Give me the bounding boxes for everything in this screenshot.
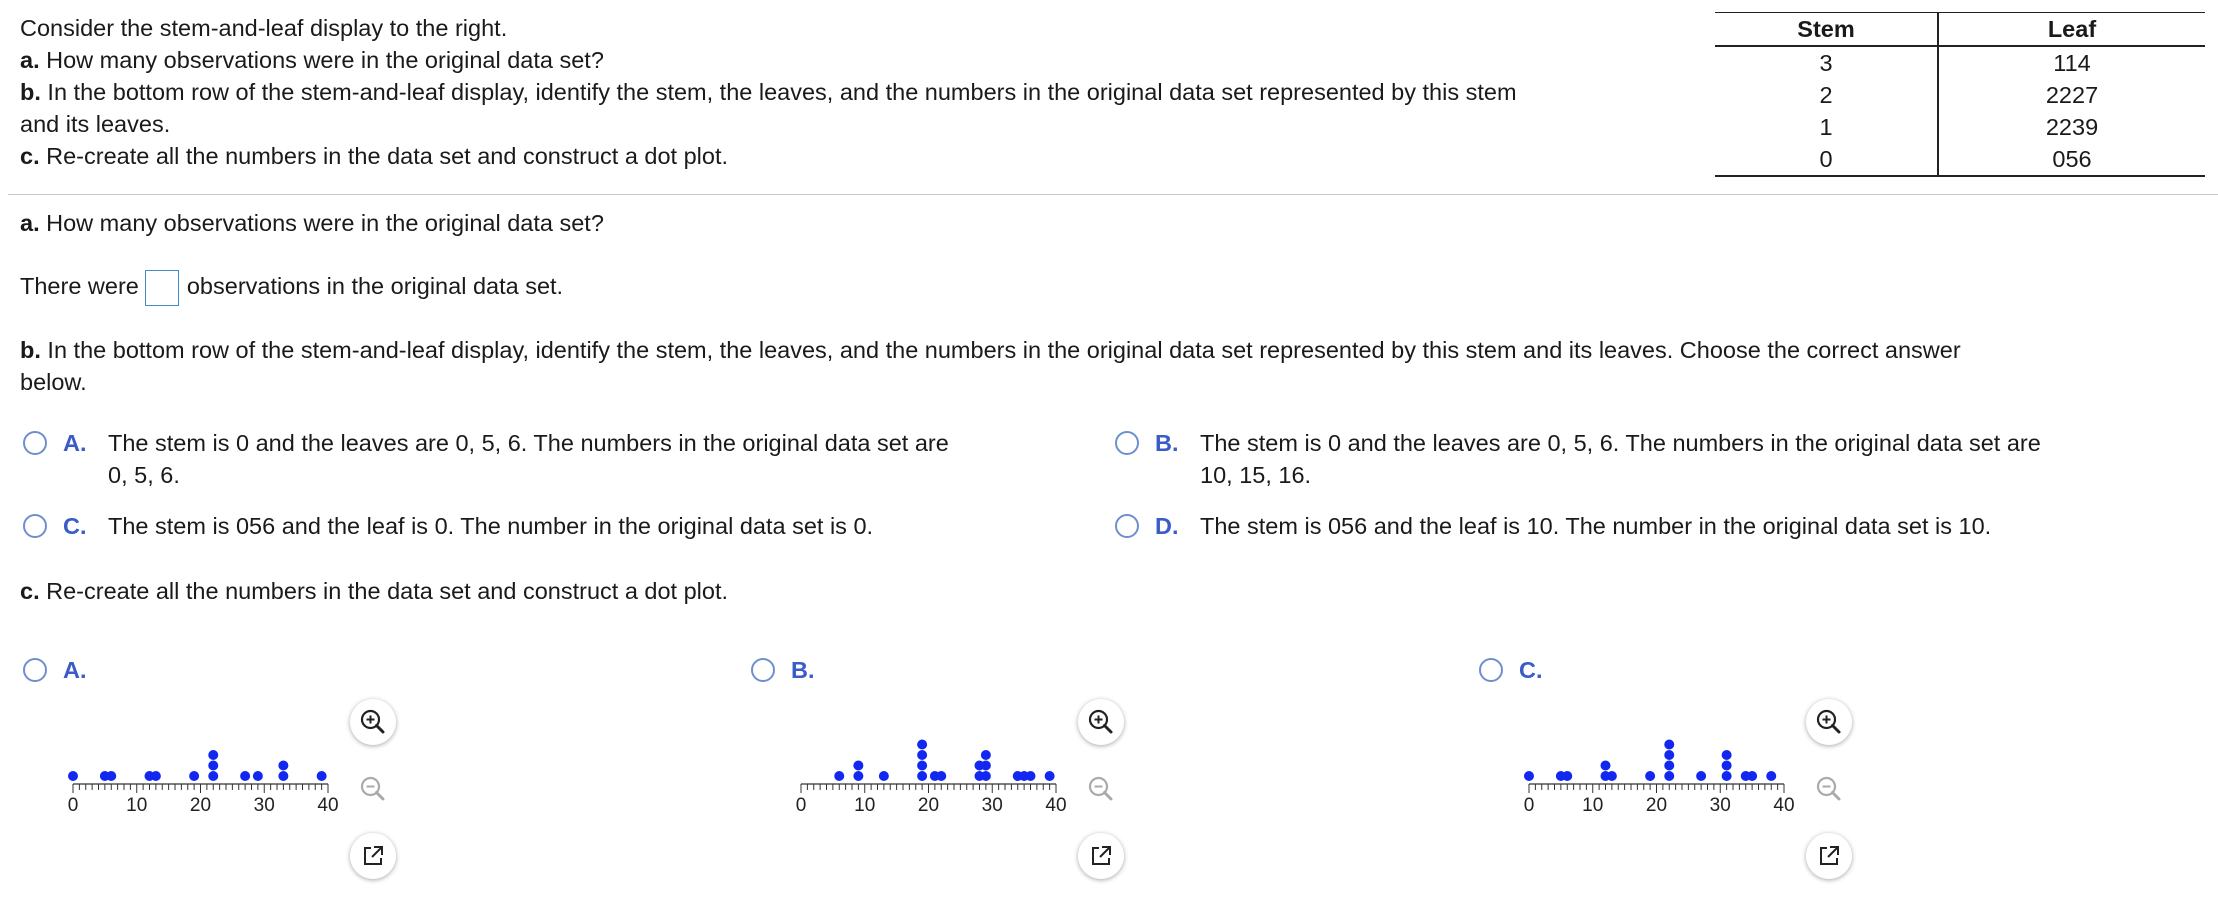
zoom-in-icon bbox=[1814, 707, 1844, 737]
intro-a-label: a. bbox=[20, 47, 40, 73]
option-text: The stem is 0 and the leaves are 0, 5, 6. The numbers in the original data set are bbox=[108, 430, 949, 456]
intro-c-label: c. bbox=[20, 143, 40, 169]
part-c-label: c. bbox=[20, 578, 40, 604]
data-point bbox=[917, 771, 927, 781]
data-point bbox=[106, 771, 116, 781]
data-point bbox=[1722, 771, 1732, 781]
tick-label: 10 bbox=[854, 795, 876, 816]
data-point bbox=[981, 771, 991, 781]
tick-label: 20 bbox=[189, 795, 212, 816]
data-point bbox=[151, 771, 161, 781]
option-letter: A. bbox=[63, 657, 87, 683]
stem-cell: 2 bbox=[1715, 79, 1938, 111]
section-divider bbox=[8, 194, 2218, 195]
intro-c-text: Re-create all the numbers in the data set and construct a dot plot. bbox=[46, 143, 729, 169]
part-a-text: How many observations were in the original data set? bbox=[46, 210, 604, 236]
intro-c bbox=[20, 140, 728, 172]
data-point bbox=[208, 771, 218, 781]
intro-a-text: How many observations were in the original data set? bbox=[46, 47, 604, 73]
external-link-icon bbox=[1088, 843, 1114, 869]
data-point bbox=[208, 750, 218, 760]
radio-b-option-c[interactable] bbox=[23, 514, 47, 538]
tick-label: 10 bbox=[126, 795, 148, 816]
intro-b-cont: and its leaves. bbox=[20, 111, 171, 137]
part-a-question bbox=[20, 207, 604, 239]
data-point bbox=[1664, 750, 1674, 760]
external-link-icon bbox=[1816, 843, 1842, 869]
tick-label: 30 bbox=[253, 795, 275, 816]
radio-b-option-d[interactable] bbox=[1115, 514, 1139, 538]
data-point bbox=[68, 771, 78, 781]
option-letter: B. bbox=[791, 657, 815, 683]
zoom-out-icon bbox=[358, 774, 388, 804]
option-text: The stem is 0 and the leaves are 0, 5, 6. The numbers in the original data set are bbox=[1200, 430, 2041, 456]
dot-plot-b bbox=[783, 730, 1083, 820]
part-c-question bbox=[20, 575, 728, 607]
option-text: The stem is 056 and the leaf is 10. The number in the original data set is 10. bbox=[1200, 513, 1992, 539]
tick-label: 30 bbox=[1709, 795, 1731, 816]
part-b-label: b. bbox=[20, 337, 41, 363]
tick-label: 0 bbox=[1523, 795, 1535, 816]
part-b-question bbox=[20, 334, 1961, 366]
part-b-question-cont: below. bbox=[20, 369, 87, 395]
tick-label: 40 bbox=[317, 795, 339, 816]
data-point bbox=[1664, 761, 1674, 771]
option-text-cont: 0, 5, 6. bbox=[108, 462, 180, 488]
stem-cell: 3 bbox=[1715, 46, 1938, 79]
data-point bbox=[1645, 771, 1655, 781]
data-point bbox=[917, 750, 927, 760]
option-letter: C. bbox=[1519, 657, 1543, 683]
part-a-label: a. bbox=[20, 210, 40, 236]
intro-a bbox=[20, 44, 604, 76]
intro-b-text: In the bottom row of the stem-and-leaf display, identify the stem, the leaves, and the numbers in the original data set represented by this stem bbox=[47, 79, 1517, 105]
radio-c-option-c[interactable] bbox=[1479, 658, 1503, 682]
stem-header: Stem bbox=[1715, 13, 1938, 47]
zoom-out-button[interactable] bbox=[1078, 766, 1124, 812]
tick-label: 40 bbox=[1045, 795, 1067, 816]
tick-label: 40 bbox=[1773, 795, 1795, 816]
radio-c-option-a[interactable] bbox=[23, 658, 47, 682]
tick-label: 20 bbox=[1645, 795, 1668, 816]
data-point bbox=[1722, 750, 1732, 760]
answer-prefix: There were bbox=[20, 273, 139, 299]
radio-b-option-a[interactable] bbox=[23, 431, 47, 455]
part-a-answer-row bbox=[20, 266, 563, 306]
data-point bbox=[981, 750, 991, 760]
table-row bbox=[1715, 111, 2205, 143]
popout-button[interactable] bbox=[1078, 833, 1124, 879]
zoom-in-button[interactable] bbox=[350, 699, 396, 745]
option-letter: D. bbox=[1155, 513, 1179, 539]
leaf-header: Leaf bbox=[1938, 13, 2205, 47]
option-text-cont: 10, 15, 16. bbox=[1200, 462, 1312, 488]
leaf-cell: 2239 bbox=[2045, 113, 2099, 140]
tick-label: 30 bbox=[981, 795, 1003, 816]
data-point bbox=[834, 771, 844, 781]
tick-label: 20 bbox=[917, 795, 940, 816]
data-point bbox=[1696, 771, 1706, 781]
data-point bbox=[278, 761, 288, 771]
data-point bbox=[208, 761, 218, 771]
dot-plot-c bbox=[1511, 730, 1811, 820]
leaf-cell: 114 bbox=[2053, 49, 2091, 76]
part-b-text: In the bottom row of the stem-and-leaf display, identify the stem, the leaves, and the numbers in the original data set represented by this stem and its leaves. Choose the correct answer bbox=[47, 337, 1961, 363]
intro-b bbox=[20, 76, 1517, 108]
data-point bbox=[278, 771, 288, 781]
data-point bbox=[853, 761, 863, 771]
data-point bbox=[917, 761, 927, 771]
leaf-cell: 2227 bbox=[2045, 81, 2099, 108]
data-point bbox=[1664, 771, 1674, 781]
table-row bbox=[1715, 46, 2205, 79]
zoom-in-icon bbox=[358, 707, 388, 737]
stem-cell: 0 bbox=[1715, 143, 1938, 176]
part-c-text: Re-create all the numbers in the data set and construct a dot plot. bbox=[46, 578, 729, 604]
option-letter: B. bbox=[1155, 430, 1179, 456]
option-text: The stem is 056 and the leaf is 0. The number in the original data set is 0. bbox=[108, 513, 874, 539]
dot-plot-a bbox=[55, 730, 355, 820]
data-point bbox=[936, 771, 946, 781]
zoom-in-button[interactable] bbox=[1078, 699, 1124, 745]
data-point bbox=[1562, 771, 1572, 781]
data-point bbox=[1026, 771, 1036, 781]
leaf-cell: 056 bbox=[1938, 143, 2205, 176]
tick-label: 0 bbox=[795, 795, 807, 816]
data-point bbox=[253, 771, 263, 781]
data-point bbox=[189, 771, 199, 781]
data-point bbox=[317, 771, 327, 781]
data-point bbox=[879, 771, 889, 781]
radio-b-option-b[interactable] bbox=[1115, 431, 1139, 455]
external-link-icon bbox=[360, 843, 386, 869]
option-letter: C. bbox=[63, 513, 87, 539]
zoom-out-button[interactable] bbox=[1806, 766, 1852, 812]
stem-cell: 1 bbox=[1715, 111, 1938, 143]
popout-button[interactable] bbox=[1806, 833, 1852, 879]
zoom-in-button[interactable] bbox=[1806, 699, 1852, 745]
intro-line: Consider the stem-and-leaf display to the right. bbox=[20, 15, 508, 41]
observations-input[interactable] bbox=[145, 270, 179, 306]
data-point bbox=[1664, 740, 1674, 750]
intro-b-label: b. bbox=[20, 79, 41, 105]
data-point bbox=[240, 771, 250, 781]
data-point bbox=[917, 740, 927, 750]
tick-label: 0 bbox=[67, 795, 79, 816]
radio-c-option-b[interactable] bbox=[751, 658, 775, 682]
data-point bbox=[1601, 761, 1611, 771]
zoom-out-icon bbox=[1814, 774, 1844, 804]
stem-leaf-table bbox=[1715, 12, 2205, 177]
data-point bbox=[853, 771, 863, 781]
popout-button[interactable] bbox=[350, 833, 396, 879]
table-row bbox=[1715, 79, 2205, 111]
data-point bbox=[1045, 771, 1055, 781]
data-point bbox=[1766, 771, 1776, 781]
zoom-out-button[interactable] bbox=[350, 766, 396, 812]
data-point bbox=[981, 761, 991, 771]
tick-label: 10 bbox=[1582, 795, 1604, 816]
zoom-out-icon bbox=[1086, 774, 1116, 804]
data-point bbox=[1747, 771, 1757, 781]
table-row bbox=[1715, 143, 2205, 176]
data-point bbox=[1607, 771, 1617, 781]
option-letter: A. bbox=[63, 430, 87, 456]
zoom-in-icon bbox=[1086, 707, 1116, 737]
data-point bbox=[1524, 771, 1534, 781]
answer-suffix: observations in the original data set. bbox=[186, 273, 564, 299]
data-point bbox=[1722, 761, 1732, 771]
